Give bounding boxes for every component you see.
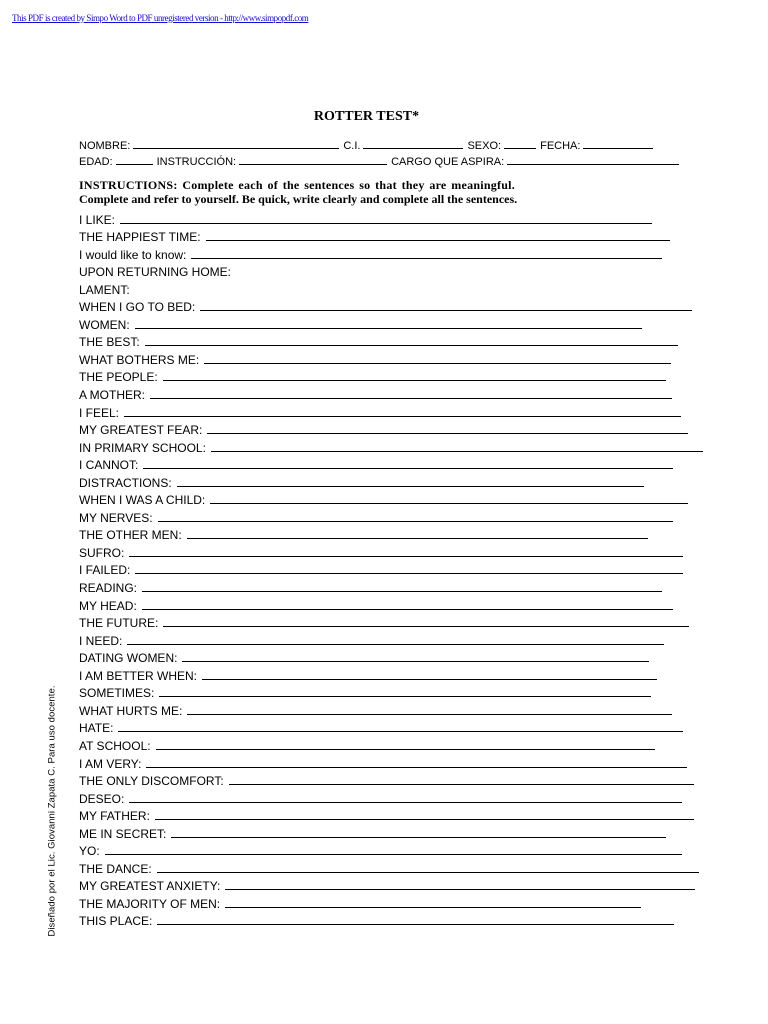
sentence-item — [79, 859, 703, 877]
sentence-list — [79, 210, 703, 929]
sentence-item — [79, 912, 703, 930]
header-row-2 — [79, 154, 683, 168]
sentence-prompt: A MOTHER: — [79, 388, 146, 403]
sentence-prompt: WHAT BOTHERS ME: — [79, 352, 200, 367]
answer-line[interactable] — [124, 416, 681, 417]
sentence-prompt: THE PEOPLE: — [79, 370, 158, 385]
answer-line[interactable] — [157, 872, 699, 873]
sentence-prompt: WOMEN: — [79, 317, 130, 332]
instructions-line-2: Complete and refer to yourself. Be quick, write clearly and complete all the sentences. — [79, 192, 518, 206]
answer-line[interactable] — [163, 626, 689, 627]
answer-line[interactable] — [150, 398, 672, 399]
answer-line[interactable] — [156, 749, 655, 750]
sentence-prompt: AT SCHOOL: — [79, 738, 151, 753]
sentence-prompt: DATING WOMEN: — [79, 651, 178, 666]
sentence-item — [79, 578, 703, 596]
sentence-item — [79, 894, 703, 912]
sentence-item — [79, 543, 703, 561]
answer-line[interactable] — [143, 468, 673, 469]
sentence-prompt: ME IN SECRET: — [79, 826, 167, 841]
sentence-prompt: WHEN I GO TO BED: — [79, 300, 196, 315]
sentence-prompt: THE OTHER MEN: — [79, 528, 182, 543]
sentence-item — [79, 754, 703, 772]
sentence-prompt: YO: — [79, 844, 100, 859]
sentence-prompt: HATE: — [79, 721, 114, 736]
answer-line[interactable] — [157, 924, 674, 925]
header-field-label: FECHA: — [540, 140, 581, 152]
instructions-line-1: INSTRUCTIONS: Complete each of the sentences so that they are meaningful. — [79, 178, 516, 192]
header-field-label: SEXO: — [467, 140, 502, 152]
answer-line[interactable] — [200, 310, 692, 311]
header-field-blank[interactable] — [133, 138, 339, 149]
sentence-prompt: WHAT HURTS ME: — [79, 703, 183, 718]
answer-line[interactable] — [146, 767, 687, 768]
sentence-item — [79, 596, 703, 614]
answer-line[interactable] — [142, 609, 673, 610]
answer-line[interactable] — [187, 538, 648, 539]
header-field-label: NOMBRE: — [79, 140, 131, 152]
answer-line[interactable] — [129, 556, 683, 557]
sentence-item — [79, 561, 703, 579]
answer-line[interactable] — [206, 240, 670, 241]
sentence-prompt: IN PRIMARY SCHOOL: — [79, 440, 206, 455]
sentence-prompt: THE MAJORITY OF MEN: — [79, 896, 221, 911]
sentence-item — [79, 736, 703, 754]
header-field-blank[interactable] — [363, 138, 463, 149]
answer-line[interactable] — [225, 907, 641, 908]
sentence-item — [79, 368, 703, 386]
answer-line[interactable] — [145, 345, 678, 346]
sentence-item — [79, 385, 703, 403]
sentence-item — [79, 298, 703, 316]
sentence-item — [79, 263, 703, 281]
sentence-item — [79, 421, 703, 439]
header-field-label: INSTRUCCIÓN: — [156, 156, 237, 168]
answer-line[interactable] — [105, 854, 682, 855]
sentence-prompt: LAMENT: — [79, 282, 130, 297]
answer-line[interactable] — [155, 819, 694, 820]
answer-line[interactable] — [120, 223, 652, 224]
sentence-prompt: THIS PLACE: — [79, 914, 153, 929]
answer-line[interactable] — [182, 661, 649, 662]
sentence-item — [79, 807, 703, 825]
sentence-prompt: THE BEST: — [79, 335, 140, 350]
sentence-item — [79, 403, 703, 421]
header-field-label: C.I. — [343, 140, 361, 152]
sentence-prompt: DISTRACTIONS: — [79, 475, 172, 490]
answer-line[interactable] — [210, 503, 688, 504]
answer-line[interactable] — [135, 328, 642, 329]
sentence-prompt: I LIKE: — [79, 212, 116, 227]
sentence-prompt: MY HEAD: — [79, 598, 137, 613]
sentence-prompt: MY GREATEST ANXIETY: — [79, 879, 221, 894]
answer-line[interactable] — [127, 644, 664, 645]
header-field-blank[interactable] — [507, 154, 679, 165]
page-title: ROTTER TEST* — [313, 109, 420, 124]
answer-line[interactable] — [207, 433, 688, 434]
sentence-prompt: I AM VERY: — [79, 756, 142, 771]
header-field-label: CARGO QUE ASPIRA: — [391, 156, 505, 168]
answer-line[interactable] — [191, 258, 662, 259]
sentence-item — [79, 491, 703, 509]
sentence-prompt: THE FUTURE: — [79, 616, 159, 631]
sentence-prompt: UPON RETURNING HOME: — [79, 265, 232, 280]
sentence-item — [79, 772, 703, 790]
sentence-prompt: I AM BETTER WHEN: — [79, 668, 198, 683]
sentence-item — [79, 719, 703, 737]
sentence-prompt: THE DANCE: — [79, 861, 152, 876]
header-field-blank[interactable] — [583, 138, 653, 149]
answer-line[interactable] — [211, 451, 703, 452]
sentence-prompt: SOMETIMES: — [79, 686, 155, 701]
sentence-item — [79, 315, 703, 333]
header-field-blank[interactable] — [504, 138, 536, 149]
sentence-item — [79, 438, 703, 456]
answer-line[interactable] — [229, 784, 694, 785]
sentence-prompt: WHEN I WAS A CHILD: — [79, 493, 206, 508]
sentence-item — [79, 350, 703, 368]
sentence-prompt: I FAILED: — [79, 563, 131, 578]
sentence-item — [79, 824, 703, 842]
answer-line[interactable] — [118, 731, 683, 732]
sentence-prompt: I CANNOT: — [79, 458, 139, 473]
sentence-prompt: THE ONLY DISCOMFORT: — [79, 774, 224, 789]
sentence-item — [79, 877, 703, 895]
sentence-prompt: MY GREATEST FEAR: — [79, 423, 203, 438]
sentence-prompt: I would like to know: — [79, 247, 187, 262]
sentence-prompt: MY FATHER: — [79, 809, 150, 824]
sentence-prompt: I NEED: — [79, 633, 123, 648]
sentence-prompt: DESEO: — [79, 791, 125, 806]
answer-line[interactable] — [135, 573, 683, 574]
sentence-item — [79, 526, 703, 544]
sentence-item — [79, 456, 703, 474]
answer-line[interactable] — [159, 696, 651, 697]
sentence-item — [79, 280, 703, 298]
sentence-item — [79, 614, 703, 632]
sentence-item — [79, 210, 703, 228]
sentence-prompt: I FEEL: — [79, 405, 120, 420]
sentence-prompt: READING: — [79, 581, 138, 596]
header-field-blank[interactable] — [239, 154, 387, 165]
sentence-item — [79, 842, 703, 860]
sentence-item — [79, 666, 703, 684]
side-credit: Diseñado por el Lic. Giovanni Zapata C. Para uso docente. — [46, 685, 58, 937]
sentence-item — [79, 684, 703, 702]
sentence-item — [79, 789, 703, 807]
sentence-item — [79, 508, 703, 526]
answer-line[interactable] — [129, 802, 682, 803]
watermark-link[interactable]: This PDF is created by Simpo Word to PDF unregistered version - http://www.simpopdf.com — [12, 13, 309, 23]
answer-line[interactable] — [158, 521, 673, 522]
answer-line[interactable] — [163, 380, 666, 381]
answer-line[interactable] — [187, 714, 672, 715]
sentence-item — [79, 701, 703, 719]
header-field-blank[interactable] — [116, 154, 153, 165]
sentence-prompt: SUFRO: — [79, 545, 125, 560]
answer-line[interactable] — [177, 486, 644, 487]
answer-line[interactable] — [202, 679, 657, 680]
sentence-item — [79, 245, 703, 263]
header-row-1 — [79, 138, 657, 152]
answer-line[interactable] — [142, 591, 662, 592]
sentence-item — [79, 631, 703, 649]
sentence-item — [79, 649, 703, 667]
sentence-item — [79, 473, 703, 491]
sentence-prompt: MY NERVES: — [79, 510, 153, 525]
answer-line[interactable] — [171, 837, 666, 838]
answer-line[interactable] — [204, 363, 671, 364]
header-field-label: EDAD: — [79, 156, 113, 168]
instructions-block — [79, 178, 529, 206]
sentence-item — [79, 333, 703, 351]
sentence-item — [79, 228, 703, 246]
answer-line[interactable] — [225, 889, 695, 890]
sentence-prompt: THE HAPPIEST TIME: — [79, 230, 201, 245]
